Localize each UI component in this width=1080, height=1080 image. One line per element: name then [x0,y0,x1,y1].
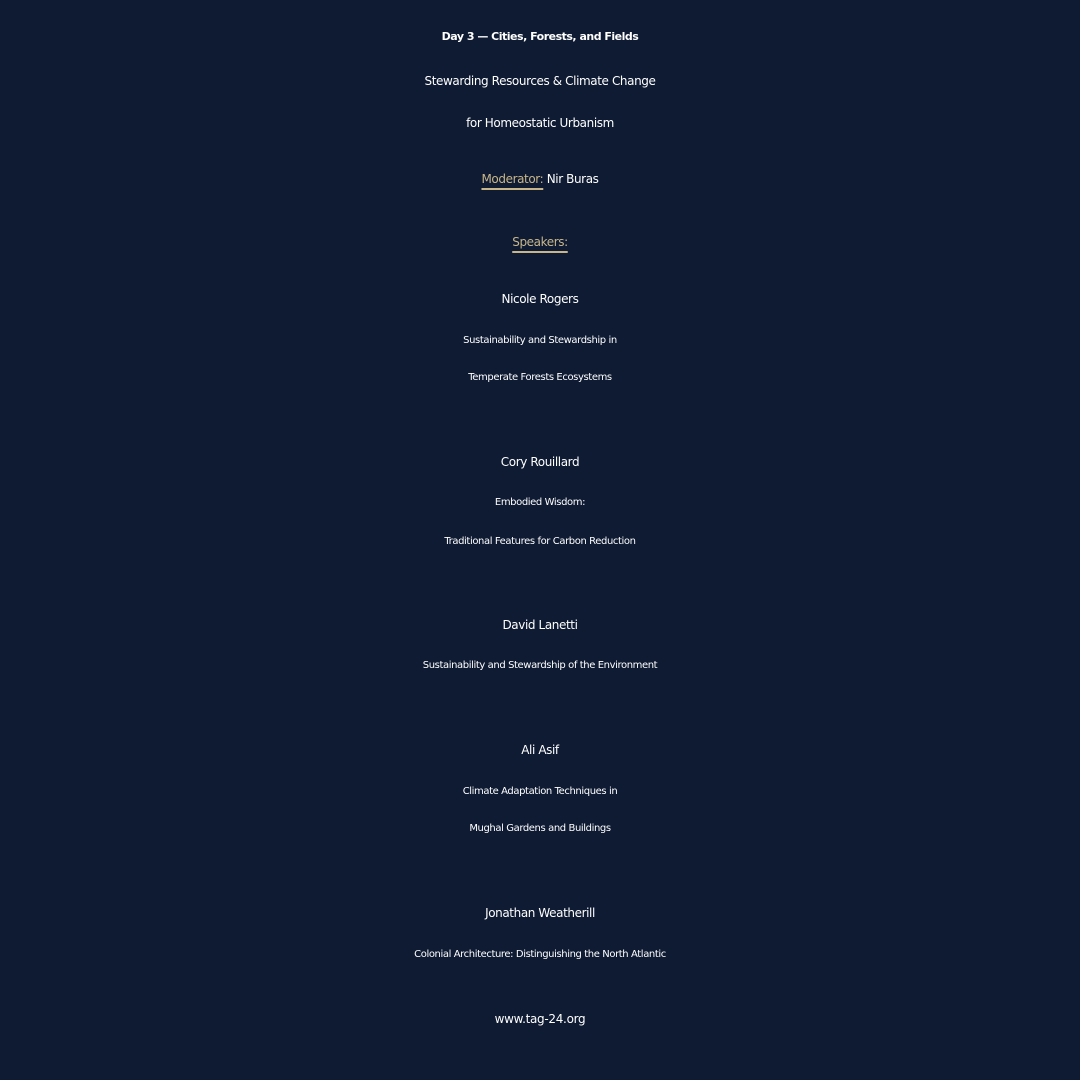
moderator-line [0,173,1080,185]
speaker-name: Ali Asif [521,743,559,757]
speaker-name: Nicole Rogers [501,292,579,306]
speaker-talk-line-1: Sustainability and Stewardship of the Environment [422,660,658,671]
speaker-talk-line-2: Traditional Features for Carbon Reduction [444,536,636,547]
speaker-talk-line-2: Temperate Forests Ecosystems [468,372,612,383]
speaker-talk-line-1: Climate Adaptation Techniques in [462,786,618,797]
moderator-label: Moderator: [481,172,544,186]
speaker-name: David Lanetti [502,618,578,632]
event-subtitle-line-1: Stewarding Resources & Climate Change [424,74,656,88]
moderator-name: Nir Buras [546,172,599,186]
event-title: Day 3 — Cities, Forests, and Fields [441,30,639,43]
speaker-talk-line-1: Colonial Architecture: Distinguishing the North Atlantic [414,949,666,960]
website-url[interactable]: www.tag-24.org [494,1012,586,1026]
speaker-talk-line-1: Sustainability and Stewardship in [463,335,617,346]
speakers-heading: Speakers: [512,235,568,249]
event-subtitle-line-2: for Homeostatic Urbanism [466,116,614,130]
speaker-talk-line-2: Mughal Gardens and Buildings [469,823,611,834]
speaker-name: Cory Rouillard [500,455,580,469]
speaker-name: Jonathan Weatherill [485,906,595,920]
speaker-talk-line-1: Embodied Wisdom: [494,497,586,508]
